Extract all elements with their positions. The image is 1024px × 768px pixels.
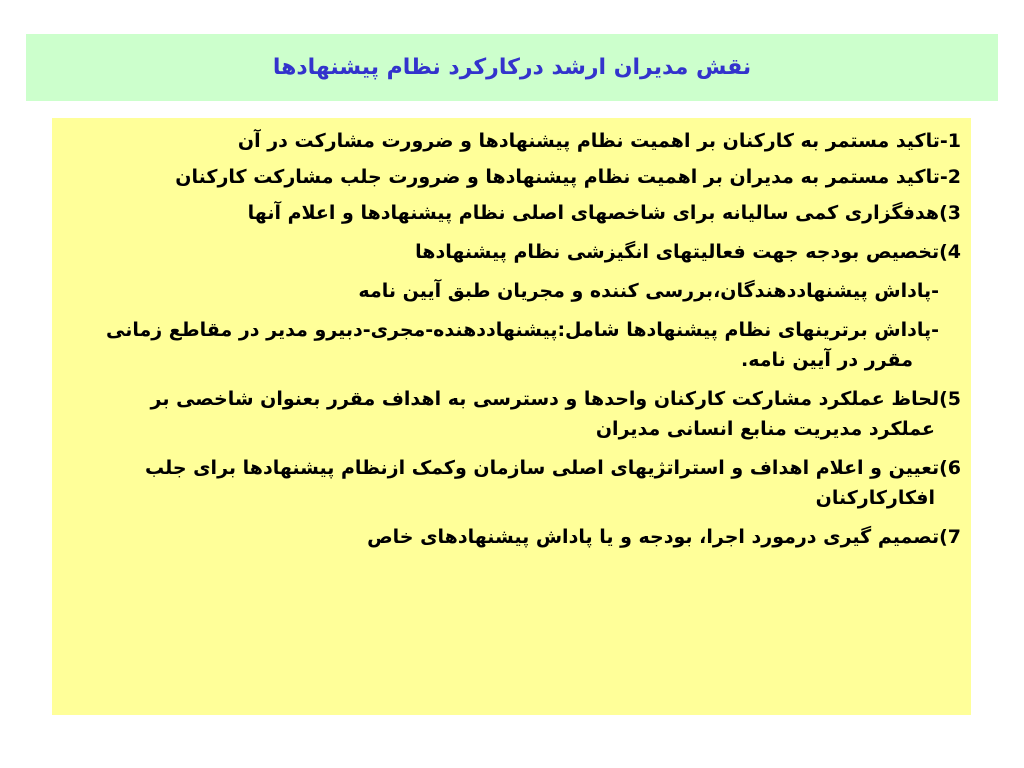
list-item-3: 3)هدفگزاری کمی سالیانه برای شاخصهای اصلی نظام پیشنهادها و اعلام آنها <box>247 202 961 224</box>
list-subitem-reward-top-line-2: مقرر در آیین نامه. <box>740 349 913 371</box>
list-item-5-line-2: عملکرد مدیریت منابع انسانی مدیران <box>595 418 935 440</box>
list-item-6 <box>76 453 961 513</box>
list-item-4: 4)تخصیص بودجه جهت فعالیتهای انگیزشی نظام پیشنهادها <box>415 241 961 263</box>
list-subitem-reward-top-line-1: -پاداش برترینهای نظام پیشنهادها شامل:پیشنهاددهنده-مجری-دبیرو مدیر در مقاطع زمانی <box>105 319 939 341</box>
list-item-2: 2-تاکید مستمر به مدیران بر اهمیت نظام پیشنهادها و ضرورت جلب مشارکت کارکنان <box>175 166 961 188</box>
list-item-6-line-2: افکارکارکنان <box>815 487 935 509</box>
list-item-5-line-1: 5)لحاظ عملکرد مشارکت کارکنان واحدها و دسترسی به اهداف مقرر بعنوان شاخصی بر <box>150 388 961 410</box>
title-banner <box>26 34 998 101</box>
list-subitem-reward-suggesters: -پاداش پیشنهاددهندگان،بررسی کننده و مجریان طبق آیین نامه <box>358 280 939 302</box>
content-panel <box>52 118 971 715</box>
list-item-6-line-1: 6)تعیین و اعلام اهداف و استراتژیهای اصلی سازمان وکمک ازنظام پیشنهادها برای جلب <box>144 457 961 479</box>
slide-title: نقش مدیران ارشد درکارکرد نظام پیشنهادها <box>272 55 752 80</box>
list-item-1: 1-تاکید مستمر به کارکنان بر اهمیت نظام پیشنهادها و ضرورت مشارکت در آن <box>237 130 961 152</box>
list-subitem-reward-top <box>76 315 961 375</box>
list-item-5 <box>76 384 961 444</box>
list-item-7: 7)تصمیم گیری درمورد اجرا، بودجه و یا پاداش پیشنهادهای خاص <box>367 526 961 548</box>
